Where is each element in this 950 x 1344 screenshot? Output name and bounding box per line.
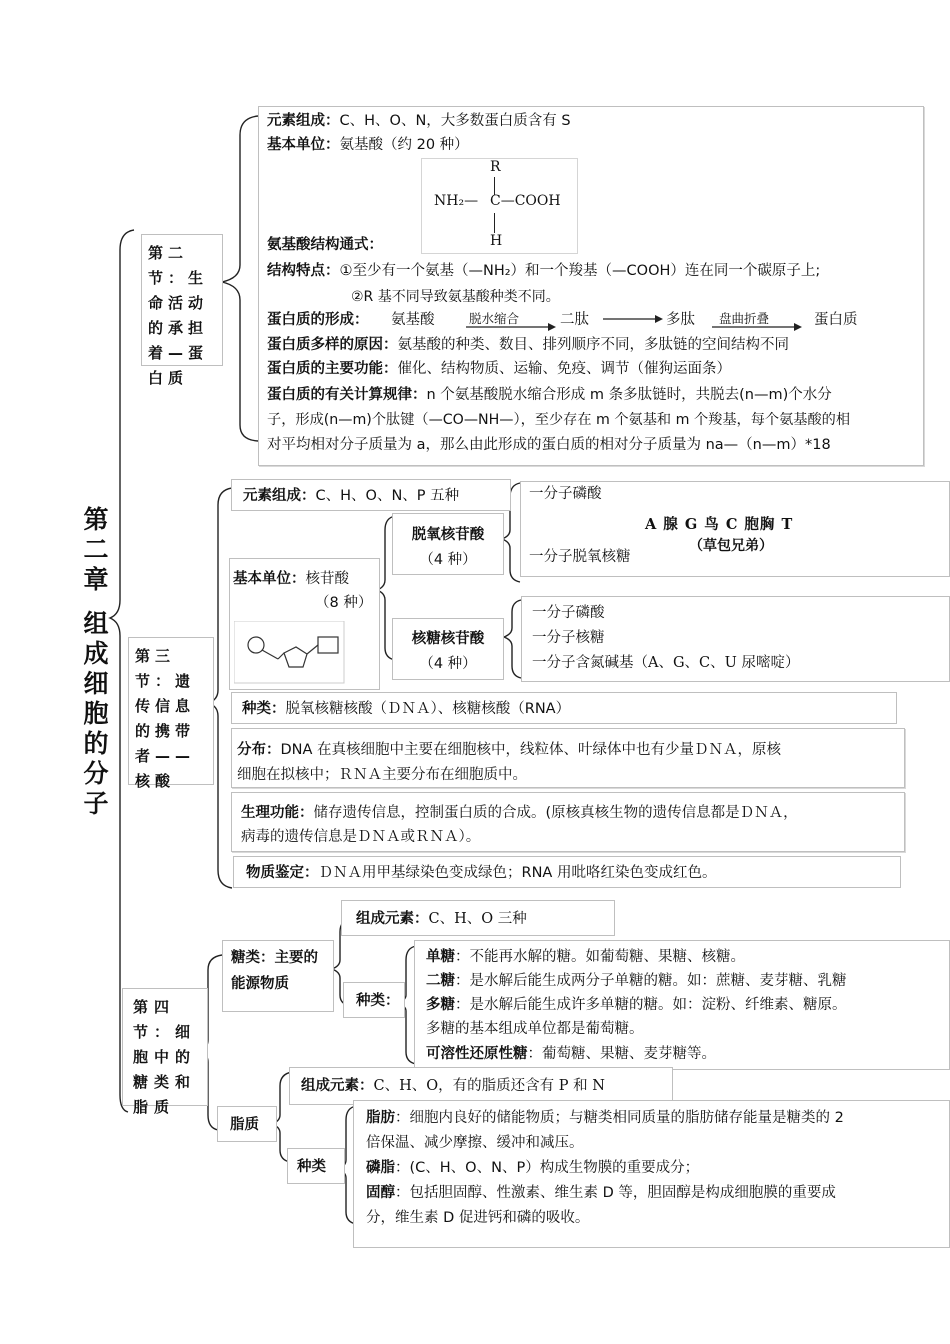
section3-title: 第三节：遗传信息的携带者——核酸 [135, 647, 196, 790]
deoxy-title: 脱氧核苷酸 [411, 527, 485, 543]
di-value: ：是水解后能生成两分子单糖的糖。如：蔗糖、麦芽糖、乳糖 [455, 973, 847, 989]
nucleic-kind-value: 脱氧核糖核酸（ＤＮＡ）、核糖核酸（RNA） [285, 701, 571, 717]
deoxy-item-sugar: 一分子脱氧核糖 [529, 549, 631, 565]
deoxy-count: （4 种） [419, 551, 477, 568]
calc-label: 蛋白质的有关计算规律： [267, 387, 427, 403]
nucleic-element-box [231, 479, 511, 511]
formation-amino-acid: 氨基酸 [391, 312, 435, 328]
lipid-kind-label: 种类 [297, 1159, 326, 1175]
calc-line-3: 对平均相对分子质量为 a，那么由此形成的蛋白质的相对分子质量为 na—（n—m）*18 [267, 437, 831, 453]
formula-label: 氨基酸结构通式： [267, 237, 383, 253]
nucleotide-unit-label: 基本单位： [233, 571, 306, 587]
function-value: 催化、结构物质、运输、免疫、调节（催狗运面条） [397, 361, 731, 377]
calc-line-2: 子，形成(n—m)个肽键（—CO—NH—），至少存在 m 个氨基和 m 个羧基，每个氨基酸的相 [267, 412, 851, 428]
sterol-line-1: ：包括胆固醇、性激素、维生素 D 等，胆固醇是构成细胞膜的重要成 [395, 1185, 836, 1201]
lipid-element-value: C、H、O，有的脂质还含有 P 和 N [373, 1078, 605, 1094]
lipid-kind-box [287, 1148, 345, 1184]
di-label: 二糖 [426, 973, 455, 989]
element-label: 元素组成： [267, 113, 340, 129]
section2-unit-line [267, 133, 469, 158]
formation-protein: 蛋白质 [814, 312, 858, 328]
feature-2: ②R 基不同导致氨基酸种类不同。 [351, 289, 560, 305]
physiology-line-1: 储存遗传信息，控制蛋白质的合成。(原核真核生物的遗传信息都是ＤＮＡ， [313, 805, 798, 821]
sterol-label: 固醇 [366, 1185, 395, 1201]
sugar-element-box [341, 900, 615, 936]
diversity-line [267, 333, 789, 358]
base-mnemonic-hint: （草包兄弟） [689, 538, 773, 554]
ribo-brace [504, 600, 521, 678]
mono-label: 单糖 [426, 949, 455, 965]
nucleotide-structure [234, 621, 346, 685]
feature-1: ①至少有一个氨基（—NH₂）和一个羧基（—COOH）连在同一个碳原子上; [339, 263, 821, 279]
nucleotide-box [229, 558, 380, 690]
physiology-label: 生理功能： [241, 805, 314, 821]
deoxy-item-phosphate: 一分子磷酸 [529, 486, 602, 502]
ribo-title: 核糖核苷酸 [411, 631, 485, 647]
function-line [267, 357, 731, 382]
poly-note: 多糖的基本组成单位都是葡萄糖。 [426, 1021, 644, 1037]
feature-label: 结构特点： [267, 263, 340, 279]
formation-label: 蛋白质的形成： [267, 312, 369, 328]
nucleic-identification-box [233, 856, 901, 888]
sugar-kind-label: 种类： [356, 993, 400, 1009]
fat-line-2: 倍保温、减少摩擦、缓冲和减压。 [366, 1135, 584, 1151]
lipid-types-box [353, 1100, 950, 1248]
identification-value: ＤＮＡ用甲基绿染色变成绿色；RNA 用吡咯红染色变成红色。 [318, 865, 717, 881]
nucleic-element-value: C、H、O、N、P 五种 [315, 488, 460, 504]
formation-arrow-1 [466, 315, 556, 335]
calc-value-1: n 个氨基酸脱水缩合形成 m 条多肽链时，共脱去(n—m)个水分 [426, 387, 832, 403]
reducing-label: 可溶性还原性糖 [426, 1046, 528, 1062]
formula-c: C—COOH [490, 193, 561, 209]
section2-element-line [267, 109, 917, 134]
sugar-title: 糖类：主要的能源物质 [231, 950, 318, 992]
nucleic-element-label: 元素组成： [243, 488, 316, 504]
unit-label: 基本单位： [267, 137, 340, 153]
nucleic-kind-label: 种类： [242, 701, 286, 717]
feature-line-1 [267, 259, 927, 284]
ribo-item-sugar: 一分子核糖 [532, 630, 605, 646]
ribo-count: （4 种） [419, 655, 477, 672]
nucleotide-unit-value: 核苷酸 [305, 571, 349, 587]
fat-label: 脂肪 [366, 1110, 395, 1126]
ribo-components-box [521, 596, 950, 682]
section4-title-box [122, 988, 208, 1116]
base-mnemonic: A 腺 G 鸟 C 胞胸 T [645, 516, 794, 533]
lipid-title-box [217, 1106, 277, 1142]
formula-nh2: NH₂— [434, 193, 479, 209]
formula-h: H [490, 233, 503, 249]
section4-title: 第四节：细胞中的糖类和脂质 [133, 998, 197, 1116]
sugar-kind-box [343, 982, 405, 1018]
formation-dehydration: 脱水缩合 [469, 311, 520, 326]
diversity-label: 蛋白质多样的原因： [267, 337, 398, 353]
distribution-label: 分布： [237, 742, 281, 758]
unit-value: 氨基酸（约 20 种） [339, 137, 469, 153]
section3-title-box [128, 637, 214, 790]
section2-title-box [141, 234, 223, 387]
sugar-element-value: C、H、O 三种 [428, 911, 527, 927]
formula-r: R [490, 159, 501, 175]
calc-line-1 [267, 383, 832, 408]
distribution-line-2: 细胞在拟核中；ＲＮＡ主要分布在细胞质中。 [237, 767, 527, 783]
sugar-element-label: 组成元素： [356, 911, 429, 927]
section2-brace [222, 116, 258, 441]
sterol-line-2: 分，维生素 D 促进钙和磷的吸收。 [366, 1210, 590, 1226]
section2-title: 第二节：生命活动的承担着—蛋白质 [148, 244, 209, 387]
formula-bond-bottom [494, 213, 495, 233]
sugar-title-box [222, 940, 334, 1012]
poly-label: 多糖 [426, 997, 455, 1013]
deoxy-components-box [520, 481, 950, 577]
diversity-value: 氨基酸的种类、数目、排列顺序不同，多肽链的空间结构不同 [397, 337, 789, 353]
nucleic-kind-box [231, 692, 897, 724]
lipid-element-label: 组成元素： [301, 1078, 374, 1094]
formation-arrow-3 [712, 315, 802, 335]
ribo-box [392, 618, 504, 680]
lipid-title: 脂质 [230, 1117, 259, 1133]
identification-label: 物质鉴定： [246, 865, 319, 881]
nucleotide-count: （8 种） [315, 595, 373, 611]
ribo-item-base: 一分子含氮碱基（A、G、C、U 尿嘧啶） [532, 655, 800, 671]
phospholipid-value: ：(C、H、O、N、P）构成生物膜的重要成分； [395, 1160, 700, 1176]
mono-value: ：不能再水解的糖。如葡萄糖、果糖、核糖。 [455, 949, 745, 965]
formation-folding: 盘曲折叠 [719, 311, 770, 326]
element-value: C、H、O、N，大多数蛋白质含有 S [339, 113, 571, 129]
formation-arrow-2 [603, 309, 663, 329]
phospholipid-label: 磷脂 [366, 1160, 395, 1176]
function-label: 蛋白质的主要功能： [267, 361, 398, 377]
nucleic-distribution-box [231, 728, 905, 788]
physiology-line-2: 病毒的遗传信息是ＤＮＡ或ＲＮＡ）。 [241, 829, 481, 845]
distribution-line-1: DNA 在真核细胞中主要在细胞核中，线粒体、叶绿体中也有少量ＤＮＡ，原核 [280, 742, 782, 758]
formation-polypeptide: 多肽 [666, 312, 695, 328]
chapter-title: 第 二 章 组 成 细 胞 的 分 子 [83, 505, 109, 818]
sugar-types-box [414, 940, 950, 1070]
nucleic-function-box [231, 792, 905, 852]
deoxy-box [392, 513, 504, 575]
amino-acid-formula [421, 158, 578, 254]
reducing-value: ：葡萄糖、果糖、麦芽糖等。 [527, 1046, 716, 1062]
ribo-item-phosphate: 一分子磷酸 [532, 605, 605, 621]
poly-value: ：是水解后能生成许多单糖的糖。如：淀粉、纤维素、糖原。 [455, 997, 847, 1013]
formation-dipeptide: 二肽 [560, 312, 589, 328]
fat-line-1: ：细胞内良好的储能物质；与糖类相同质量的脂肪储存能量是糖类的 2 [395, 1110, 844, 1126]
